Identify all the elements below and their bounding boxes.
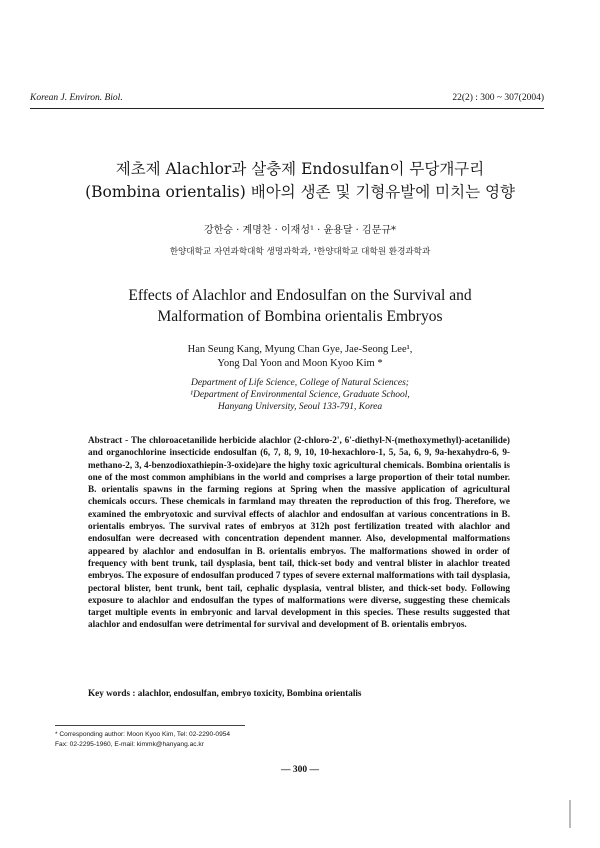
keywords: Key words : alachlor, endosulfan, embryo toxicity, Bombina orientalis	[88, 688, 362, 698]
english-affiliation	[60, 377, 540, 413]
korean-authors: 강한승 · 계명찬 · 이재성¹ · 윤용달 · 김문규*	[203, 225, 397, 236]
english-authors	[60, 343, 540, 371]
author-line: Han Seung Kang, Myung Chan Gye, Jae-Seong Lee¹,	[187, 344, 413, 355]
header-rule	[30, 108, 544, 109]
footnote-line: * Corresponding author: Moon Kyoo Kim, Tel: 02-2290-0954	[55, 731, 231, 738]
footnote-line: Fax: 02-2295-1960, E-mail: kimmk@hanyang.ac.kr	[55, 740, 204, 748]
english-title-line: Malformation of Bombina orientalis Embryos	[157, 308, 443, 325]
korean-title	[60, 158, 540, 204]
footnote-rule	[55, 725, 245, 726]
english-title	[60, 285, 540, 327]
volume-pages: 22(2) : 300 ~ 307(2004)	[452, 93, 544, 103]
korean-title-line: (Bombina orientalis) 배아의 생존 및 기형유발에 미치는 영향	[85, 183, 515, 201]
korean-affiliation: 한양대학교 자연과학대학 생명과학과, ¹한양대학교 대학원 환경과학과	[169, 247, 431, 257]
korean-title-line: 제초제 Alachlor과 살충제 Endosulfan이 무당개구리	[115, 160, 485, 178]
affiliation-line: Hanyang University, Seoul 133-791, Korea	[217, 402, 383, 412]
affiliation-line: Department of Life Science, College of Natural Sciences;	[191, 378, 409, 388]
running-head	[30, 93, 544, 103]
journal-name: Korean J. Environ. Biol.	[30, 93, 123, 103]
scan-edge-mark	[569, 800, 571, 828]
author-line: Yong Dal Yoon and Moon Kyoo Kim *	[217, 358, 383, 369]
corresponding-author-footnote	[55, 730, 230, 749]
abstract-text: Abstract - The chloroacetanilide herbicide alachlor (2-chloro-2', 6'-diethyl-N-(methoxymethyl)-acetanilide) and organochlorine insecticide endosulfan (6, 7, 8, 9, 10, 10-hexachloro-1, 5, 5a, 6, 9, 9a-hexahydro-6, 9-methano-2, 3, 4-benzodioxathiepin-3-oxide)are the highy toxic agricultural chemicals. Bombina orientalis is one of the most common amphibians in the world and comprises a large proportion of their total number. B. orientalis spawns in the farming regions at Spring when the massive application of agricultural chemicals occurs. These chemicals in farmland may threaten the reproduction of this frog. Therefore, we examined the embryotoxic and survival effects of alachlor and endosulfan at various concentrations in B. orientalis embryos. The survival rates of embryos at 312h post fertilization treated with alachlor and endosulfan were decreased with concentration dependent manner. Also, developmental malformations appeared by alachlor and endosulfan in B. orientalis embryos. The malformations showed in order of frequency with bent trunk, tail dysplasia, bent tail, thick-set body and ventral blister in alachlor treated embryos. The exposure of endosulfan produced 7 types of severe external malformations with tail dysplasia, pectoral blister, bent trunk, bent tail, cephalic dysplasia, ventral blister, and thick-set body. Following exposure to alachlor and endosulfan the types of malformations were diverse, suggesting these chemicals target multiple events in embryonic and larval development in this species. These results suggested that alachlor and endosulfan were detrimental for survival and development of B. orientalis embryos.	[88, 435, 510, 630]
affiliation-line: ¹Department of Environmental Science, Graduate School,	[190, 390, 410, 400]
page-number: — 300 —	[281, 765, 319, 775]
english-title-line: Effects of Alachlor and Endosulfan on the Survival and	[128, 287, 472, 304]
